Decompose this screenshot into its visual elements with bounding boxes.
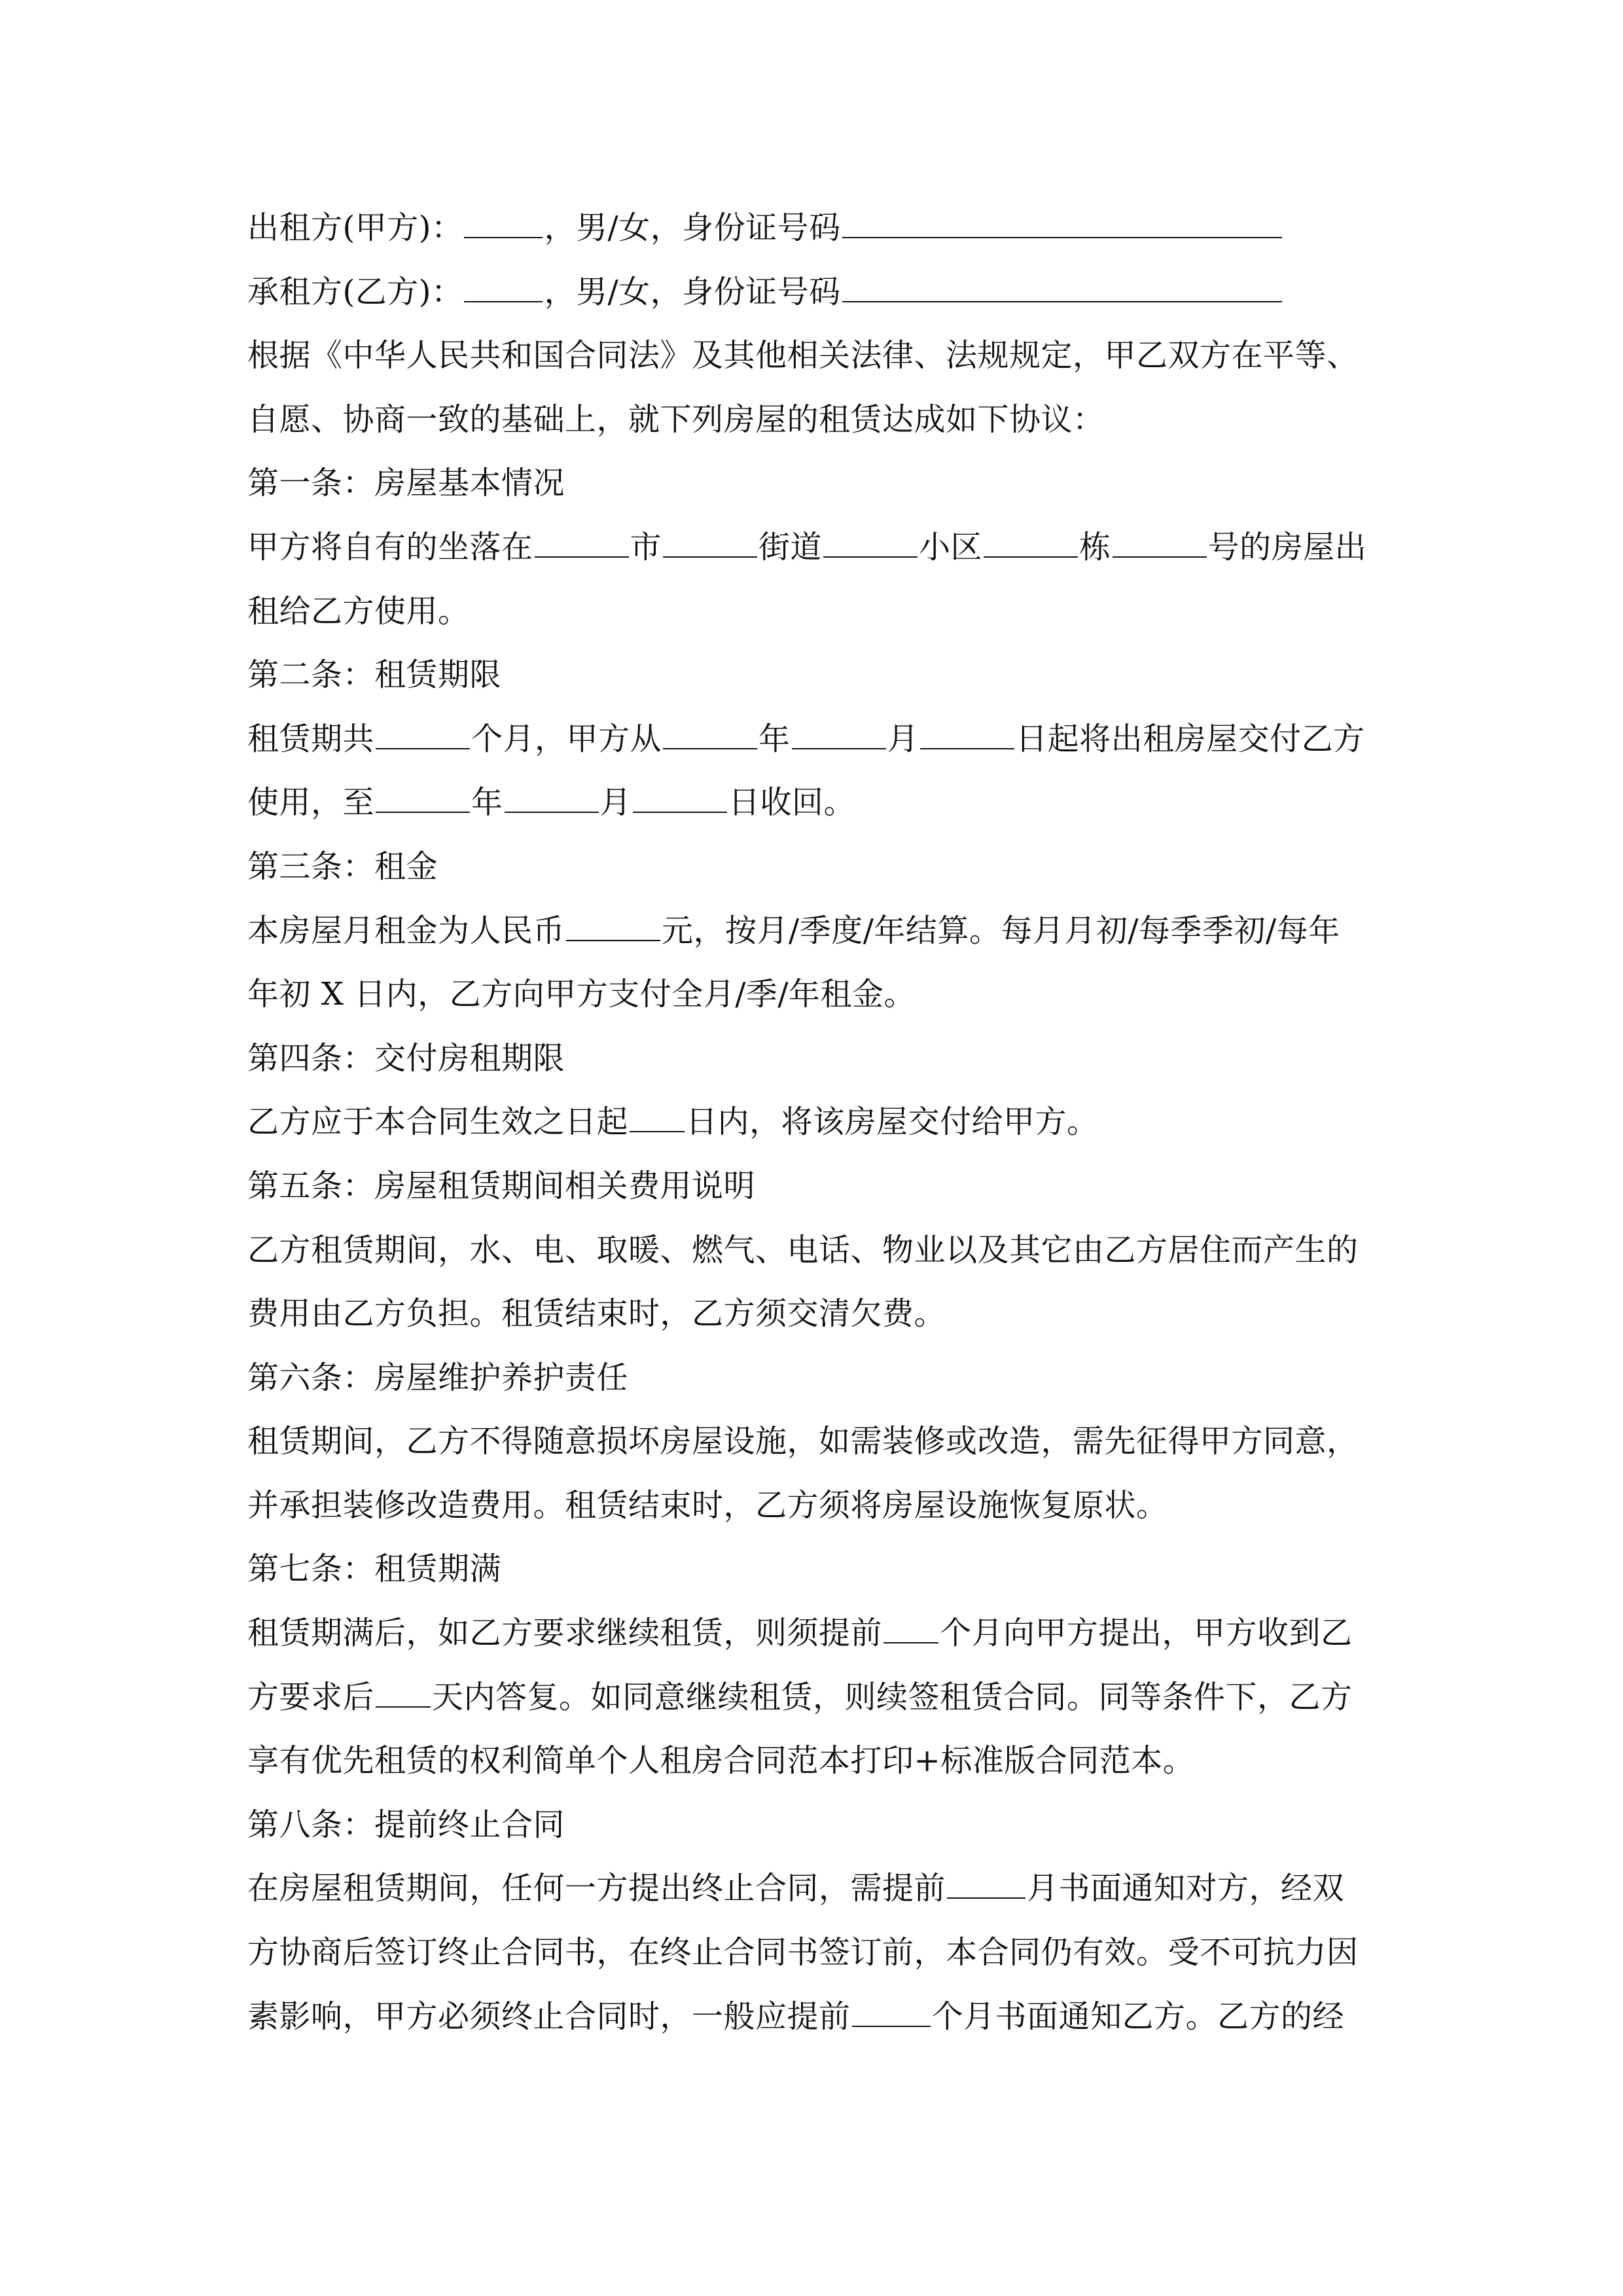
end-month-blank: [505, 783, 599, 813]
article-4-segment: 日内，将该房屋交付给甲方。: [686, 1103, 1099, 1141]
article-3-title: 第三条：租金: [247, 848, 438, 885]
party-a-line: [247, 196, 1394, 260]
end-day-blank: [633, 783, 727, 813]
article-2-title: 第二条：租赁期限: [247, 656, 502, 694]
building-blank: [984, 528, 1078, 558]
termination-notice-blank: [947, 1869, 1026, 1899]
article-2-segment: 年: [758, 720, 791, 757]
contract-body: [247, 196, 1394, 2049]
article-2-segment: 月: [887, 720, 919, 757]
party-a-id-blank: [842, 208, 1282, 238]
article-7-text-2: [247, 1666, 1394, 1730]
article-2-segment: 日起将出租房屋交付乙方: [1016, 720, 1365, 757]
article-7-text-3: 享有优先租赁的权利简单个人租房合同范本打印+标准版合同范本。: [247, 1742, 1195, 1780]
article-4-title: 第四条：交付房租期限: [247, 1039, 565, 1077]
article-8-text-1: [247, 1857, 1394, 1921]
article-8-segment: 个月书面通知乙方。乙方的经: [931, 1998, 1345, 2035]
article-8-text-2: 方协商后签订终止合同书，在终止合同书签订前，本合同仍有效。受不可抗力因: [247, 1934, 1359, 1971]
delivery-days-blank: [630, 1102, 685, 1132]
city-blank: [535, 528, 629, 558]
start-day-blank: [920, 719, 1014, 749]
article-1-segment: 市: [630, 528, 662, 565]
article-7-title: 第七条：租赁期满: [247, 1551, 502, 1588]
article-2-segment: 年: [471, 784, 503, 821]
article-2-segment: 个月，甲方从: [471, 720, 662, 757]
article-7-segment: 天内答复。如同意继续租赁，则续签租赁合同。同等条件下，乙方: [432, 1678, 1353, 1715]
article-1-segment: 号的房屋出: [1207, 528, 1367, 565]
article-1-title: 第一条：房屋基本情况: [247, 465, 565, 502]
article-8-segment: 月书面通知对方，经双: [1027, 1870, 1345, 1907]
article-2-segment: 租赁期共: [247, 720, 375, 757]
article-3-segment: 本房屋月租金为人民币: [247, 912, 565, 949]
article-1-segment: 甲方将自有的坐落在: [247, 528, 533, 565]
community-blank: [823, 528, 918, 558]
intro-line-2: 自愿、协商一致的基础上，就下列房屋的租赁达成如下协议：: [247, 401, 1105, 438]
article-1-segment: 小区: [919, 528, 983, 565]
article-8-segment: 素影响，甲方必须终止合同时，一般应提前: [247, 1998, 851, 2035]
article-1-text-1: [247, 516, 1394, 580]
article-8-title: 第八条：提前终止合同: [247, 1806, 565, 1843]
party-b-gender-id: ，男/女，身份证号码: [544, 273, 841, 310]
party-b-id-blank: [842, 272, 1282, 302]
article-4-segment: 乙方应于本合同生效之日起: [247, 1103, 629, 1141]
article-6-title: 第六条：房屋维护养护责任: [247, 1359, 629, 1396]
article-3-segment: 元，按月/季度/年结算。每月月初/每季季初/每年: [662, 912, 1340, 949]
article-7-segment: 个月向甲方提出，甲方收到乙: [940, 1615, 1353, 1652]
article-1-segment: 街道: [758, 528, 823, 565]
article-4-text-1: [247, 1090, 1394, 1155]
article-6-text-2: 并承担装修改造费用。租赁结束时，乙方须将房屋设施恢复原状。: [247, 1486, 1168, 1524]
article-7-segment: 租赁期满后，如乙方要求继续租赁，则须提前: [247, 1615, 883, 1652]
article-7-segment: 方要求后: [247, 1678, 375, 1715]
number-blank: [1113, 528, 1207, 558]
intro-line-1: 根据《中华人民共和国合同法》及其他相关法律、法规规定，甲乙双方在平等、: [247, 337, 1359, 374]
article-6-text-1: 租赁期间，乙方不得随意损坏房屋设施，如需装修或改造，需先征得甲方同意，: [247, 1423, 1359, 1460]
article-2-segment: 使用，至: [247, 784, 375, 821]
article-7-text-1: [247, 1602, 1394, 1666]
start-year-blank: [663, 719, 757, 749]
party-b-name-blank: [464, 272, 543, 302]
months-blank: [376, 719, 470, 749]
article-3-text-1: [247, 899, 1394, 963]
party-a-gender-id: ，男/女，身份证号码: [544, 209, 841, 246]
party-a-label: 出租方(甲方)：: [247, 209, 463, 246]
street-blank: [663, 528, 757, 558]
end-year-blank: [376, 783, 470, 813]
article-1-text-2: 租给乙方使用。: [247, 592, 470, 630]
article-5-text-1: 乙方租赁期间，水、电、取暖、燃气、电话、物业以及其它由乙方居住而产生的: [247, 1231, 1359, 1268]
party-b-label: 承租方(乙方)：: [247, 273, 463, 310]
reply-days-blank: [376, 1677, 431, 1708]
article-5-text-2: 费用由乙方负担。租赁结束时，乙方须交清欠费。: [247, 1295, 946, 1333]
article-5-title: 第五条：房屋租赁期间相关费用说明: [247, 1167, 756, 1204]
article-2-text-1: [247, 708, 1394, 772]
start-month-blank: [792, 719, 886, 749]
article-8-text-3: [247, 1985, 1394, 2049]
party-b-line: [247, 260, 1394, 325]
party-a-name-blank: [464, 208, 543, 238]
article-3-text-2: 年初 X 日内，乙方向甲方支付全月/季/年租金。: [247, 976, 916, 1013]
article-2-text-2: [247, 771, 1394, 835]
article-2-segment: 日收回。: [728, 784, 856, 821]
article-2-segment: 月: [599, 784, 632, 821]
article-8-segment: 在房屋租赁期间，任何一方提出终止合同，需提前: [247, 1870, 946, 1907]
article-1-segment: 栋: [1079, 528, 1111, 565]
force-majeure-notice-blank: [852, 1997, 931, 2027]
rent-amount-blank: [566, 911, 660, 941]
notice-months-blank: [883, 1613, 938, 1643]
